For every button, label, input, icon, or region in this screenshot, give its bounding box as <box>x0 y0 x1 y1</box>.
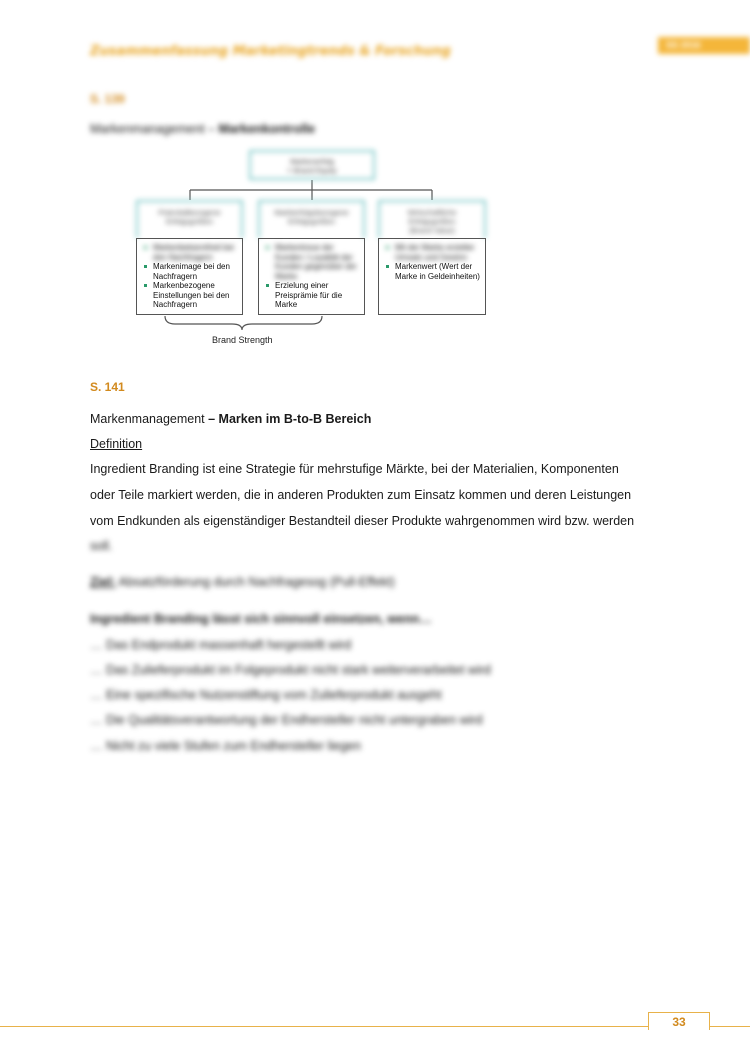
brand-equity-diagram <box>0 0 750 360</box>
definition-line-1: Ingredient Branding ist eine Strategie für mehrstufige Märkte, bei der Materialien, Komponenten <box>90 462 619 476</box>
column-2-head-line: Markterfolgsbezogene <box>274 208 349 217</box>
goal-text: Absatzförderung durch Nachfragesog (Pull-Effekt) <box>115 575 395 589</box>
brand-equity-box <box>249 150 375 180</box>
column-2-head-line: Erfolgsgrößen <box>287 217 336 226</box>
diagram-connectors <box>0 0 750 360</box>
column-1-item: Markenbekanntheit bei den Nachfragern <box>153 243 238 262</box>
column-1-head <box>136 200 243 238</box>
column-1-item: Markenbezogene Einstellungen bei den Nachfragern <box>153 281 238 310</box>
definition-line-4: soll. <box>90 539 113 553</box>
top-box-line-1: Markenerfolg <box>290 157 334 166</box>
column-3-head-line: (Brand Value) <box>409 226 455 235</box>
footer-rule-right <box>710 1026 750 1027</box>
column-2-item: Markentreue der Kunden / Loyalität der Kunden gegenüber der Marke <box>275 243 360 281</box>
header-badge: SS 2016 <box>658 37 750 54</box>
definition-line-2: oder Teile markiert werden, die in anderen Produkten zum Einsatz kommen und deren Leistungen <box>90 488 632 502</box>
column-1-item: Markenimage bei den Nachfragern <box>153 262 238 281</box>
column-1-head-line: Erfolgsgrößen <box>165 217 214 226</box>
column-3-body <box>378 238 486 315</box>
section2-heading <box>90 412 371 426</box>
page-number: 33 <box>648 1012 710 1030</box>
conditions-heading: Ingredient Branding lässt sich sinnvoll einsetzen, wenn… <box>90 612 432 626</box>
column-1-body <box>136 238 243 315</box>
page-ref-139: S. 139 <box>90 92 125 106</box>
section2-heading-prefix: Markenmanagement <box>90 412 209 426</box>
condition-item: … Nicht zu viele Stufen zum Endhersteller liegen <box>90 739 361 753</box>
header-title: Zusammenfassung Marketingtrends & Forschung <box>90 44 451 59</box>
section1-heading-bold: Markenkontrolle <box>218 122 316 136</box>
column-3-item: Markenwert (Wert der Marke in Geldeinheiten) <box>395 262 480 281</box>
column-2-head <box>258 200 365 238</box>
column-1-head-line: Potentialbezogene <box>158 208 221 217</box>
section2-heading-bold: – Marken im B-to-B Bereich <box>208 412 372 426</box>
page-ref-141: S. 141 <box>90 380 125 394</box>
goal-line <box>90 575 395 589</box>
definition-line-3: vom Endkunden als eigenständiger Bestandteil dieser Produkte wahrgenommen wird bzw. werden <box>90 514 635 528</box>
goal-label: Ziel: <box>90 575 116 589</box>
condition-item: … Eine spezifische Nutzenstiftung vom Zulieferprodukt ausgeht <box>90 688 442 702</box>
top-box-line-2: = Brand Equity <box>287 166 337 175</box>
column-2-item: Erzielung einer Preisprämie für die Marke <box>275 281 360 310</box>
definition-label: Definition <box>90 437 143 451</box>
column-3-head-line: Wirtschaftliche <box>407 208 457 217</box>
column-3-head <box>378 200 486 238</box>
footer-rule-left <box>0 1026 648 1027</box>
section1-heading-prefix: Markenmanagement – <box>90 122 219 136</box>
condition-item: … Das Endprodukt massenhaft hergestellt wird <box>90 638 352 652</box>
column-3-head-line: Erfolgsgrößen <box>408 217 456 226</box>
condition-item: … Das Zulieferprodukt im Folgeprodukt nicht stark weiterverarbeitet wird <box>90 663 491 677</box>
column-3-item: Mit der Marke erzielter Umsatz und Gewinn <box>395 243 481 262</box>
condition-item: … Die Qualitätsverantwortung der Endhersteller nicht untergraben wird <box>90 713 483 727</box>
brand-strength-label: Brand Strength <box>212 335 273 345</box>
column-2-body <box>258 238 365 315</box>
